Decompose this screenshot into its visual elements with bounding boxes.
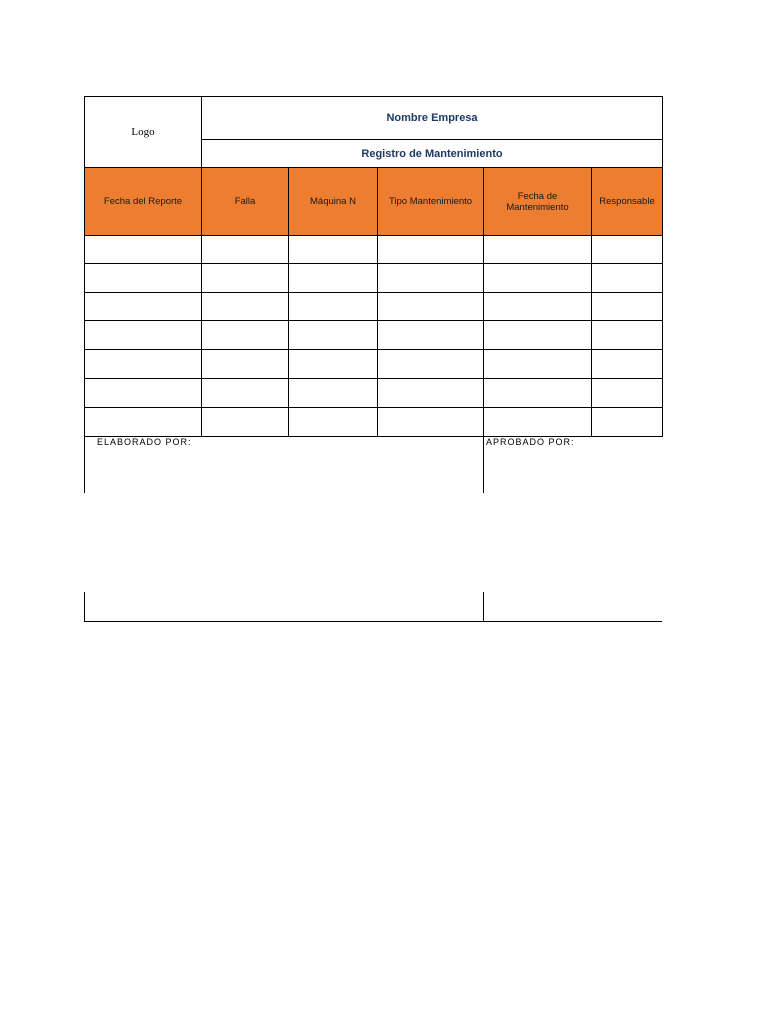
table-body-area[interactable] bbox=[85, 236, 662, 436]
sig-left-lower bbox=[84, 592, 85, 622]
sig-mid-lower bbox=[483, 592, 484, 622]
column-header-falla: Falla bbox=[234, 196, 256, 207]
column-header-responsable: Responsable bbox=[599, 196, 655, 207]
sig-left-upper bbox=[84, 436, 85, 493]
sig-mid-upper bbox=[483, 436, 484, 493]
signature-bottom-line bbox=[84, 621, 662, 622]
column-header-fecha-reporte: Fecha del Reporte bbox=[103, 196, 183, 207]
column-header-maquina: Máquina N bbox=[310, 196, 356, 207]
border-right-header bbox=[662, 96, 663, 437]
prepared-by-label: ELABORADO POR: bbox=[97, 437, 192, 447]
logo-placeholder: Logo bbox=[131, 126, 155, 138]
company-name: Nombre Empresa bbox=[386, 112, 478, 124]
approved-by-label: APROBADO POR: bbox=[486, 437, 575, 447]
column-header-tipo-mantenimiento: Tipo Mantenimiento bbox=[388, 196, 473, 207]
document-title: Registro de Mantenimiento bbox=[361, 147, 503, 160]
column-header-fecha-mantenimiento: Fecha de Mantenimiento bbox=[506, 190, 569, 213]
